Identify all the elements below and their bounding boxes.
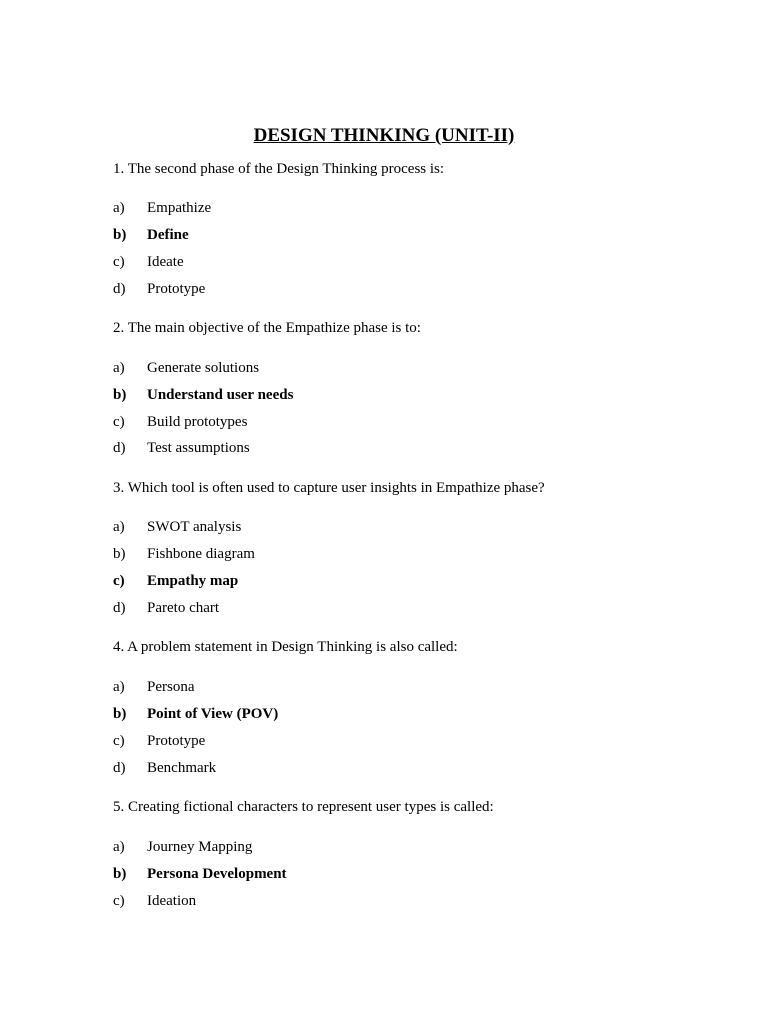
- option-letter: c): [113, 573, 125, 589]
- q4-option-c: [113, 731, 205, 751]
- option-text: Understand user needs: [147, 387, 294, 403]
- option-text: Journey Mapping: [147, 839, 253, 855]
- q1-option-d: [113, 279, 205, 299]
- question-1: 1. The second phase of the Design Thinking process is:: [113, 161, 445, 177]
- option-letter: b): [113, 387, 127, 403]
- question-4: 4. A problem statement in Design Thinking is also called:: [113, 639, 458, 655]
- q1-option-b: [113, 225, 189, 245]
- q3-option-b: [113, 544, 255, 564]
- q2-option-c: [113, 412, 247, 432]
- option-text: Define: [147, 227, 189, 243]
- document-title: DESIGN THINKING (UNIT-II): [253, 125, 515, 146]
- question-2: 2. The main objective of the Empathize phase is to:: [113, 320, 421, 336]
- option-letter: a): [113, 360, 125, 376]
- question-3: 3. Which tool is often used to capture user insights in Empathize phase?: [113, 480, 545, 496]
- q3-option-d: [113, 598, 219, 618]
- q1-option-c: [113, 252, 184, 272]
- option-letter: c): [113, 254, 125, 270]
- option-letter: a): [113, 839, 125, 855]
- option-text: Empathy map: [147, 573, 239, 589]
- q5-option-b: [113, 864, 287, 884]
- q2-option-a: [113, 358, 259, 378]
- option-text: Persona Development: [147, 866, 287, 882]
- q4-option-b: [113, 704, 278, 724]
- option-text: Prototype: [147, 733, 206, 749]
- option-text: Ideate: [147, 254, 184, 270]
- option-letter: d): [113, 760, 126, 776]
- q3-option-a: [113, 517, 241, 537]
- option-text: Benchmark: [147, 760, 217, 776]
- option-letter: b): [113, 227, 127, 243]
- option-text: Prototype: [147, 281, 206, 297]
- q4-option-d: [113, 758, 216, 778]
- option-letter: c): [113, 733, 125, 749]
- option-letter: a): [113, 679, 125, 695]
- option-letter: a): [113, 519, 125, 535]
- q4-option-a: [113, 677, 195, 697]
- option-text: Test assumptions: [147, 440, 250, 456]
- option-letter: a): [113, 200, 125, 216]
- q2-option-b: [113, 385, 293, 405]
- option-letter: b): [113, 706, 127, 722]
- option-letter: d): [113, 600, 126, 616]
- q5-option-a: [113, 837, 252, 857]
- option-text: Pareto chart: [147, 600, 220, 616]
- option-text: Ideation: [147, 893, 197, 909]
- option-text: Persona: [147, 679, 195, 695]
- q1-option-a: [113, 198, 211, 218]
- question-5: 5. Creating fictional characters to represent user types is called:: [113, 799, 494, 815]
- option-text: Empathize: [147, 200, 212, 216]
- option-text: Point of View (POV): [147, 706, 279, 722]
- option-letter: b): [113, 546, 126, 562]
- option-letter: d): [113, 440, 126, 456]
- option-letter: c): [113, 414, 125, 430]
- option-text: SWOT analysis: [147, 519, 242, 535]
- q5-option-c: [113, 891, 196, 911]
- option-text: Generate solutions: [147, 360, 260, 376]
- option-letter: c): [113, 893, 125, 909]
- q2-option-d: [113, 438, 250, 458]
- option-text: Build prototypes: [147, 414, 248, 430]
- q3-option-c: [113, 571, 238, 591]
- option-letter: b): [113, 866, 127, 882]
- option-text: Fishbone diagram: [147, 546, 255, 562]
- option-letter: d): [113, 281, 126, 297]
